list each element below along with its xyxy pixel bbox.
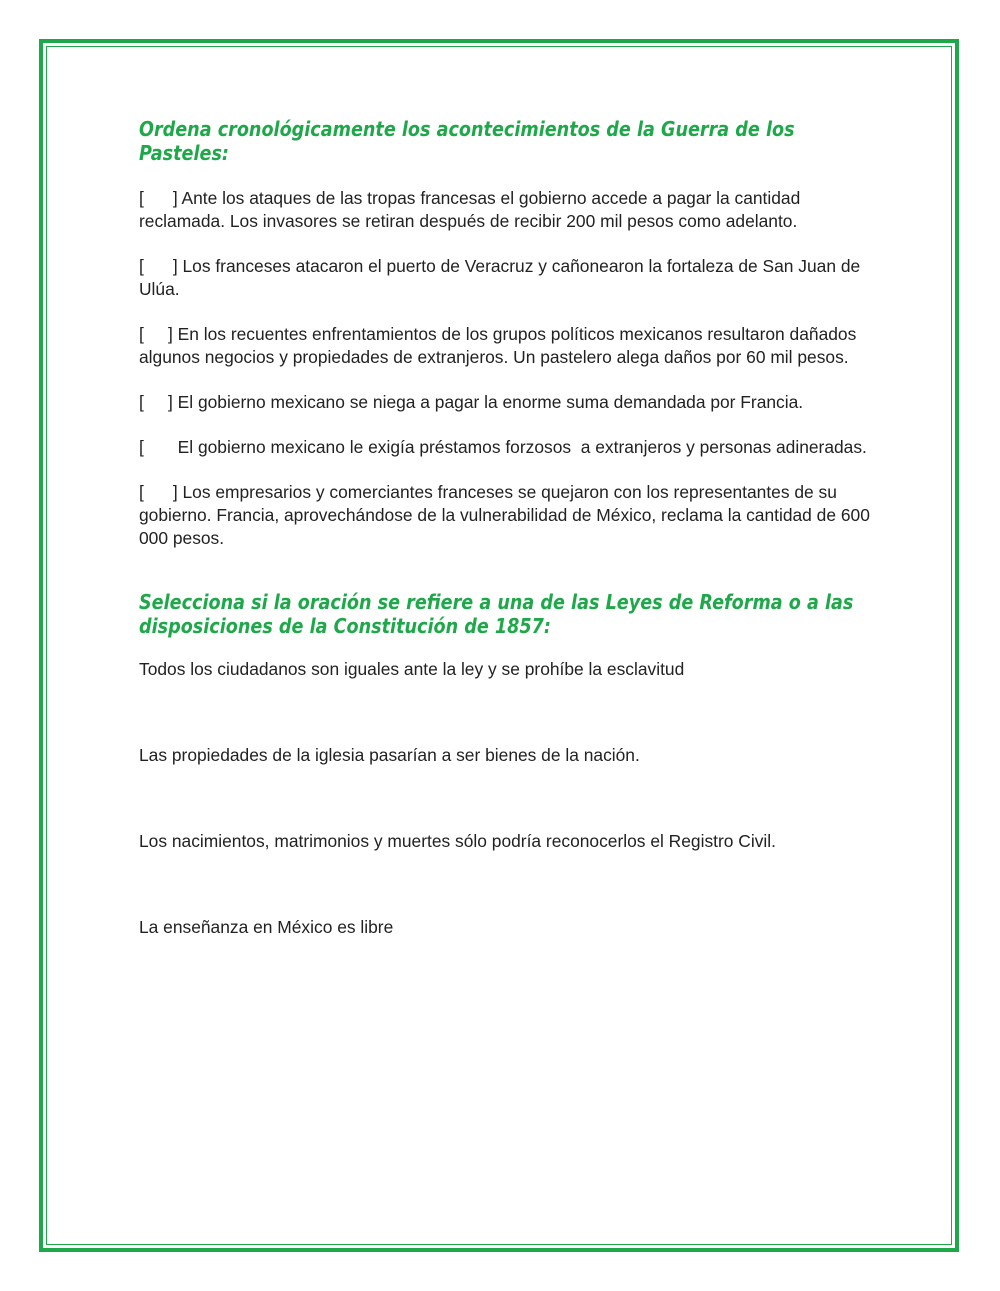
classification-statement[interactable]: La enseñanza en México es libre — [139, 917, 394, 937]
chronology-item[interactable]: [ ] Ante los ataques de las tropas francesas el gobierno accede a pagar la cantidad reclamada. Los invasores se retiran después de recibir 200 mil pesos como adelanto. — [139, 188, 806, 231]
chronology-item[interactable]: [ El gobierno mexicano le exigía préstamos forzosos a extranjeros y personas adineradas. — [139, 437, 867, 457]
chronology-item[interactable]: [ ] El gobierno mexicano se niega a pagar la enorme suma demandada por Francia. — [139, 392, 804, 412]
section-title-chronology: Ordena cronológicamente los acontecimientos de la Guerra de los Pasteles: — [139, 117, 795, 165]
classification-statement[interactable]: Las propiedades de la iglesia pasarían a ser bienes de la nación. — [139, 745, 640, 765]
section-title-reform-laws: Selecciona si la oración se refiere a una de las Leyes de Reforma o a las disposiciones de la Constitución de 1857: — [139, 590, 854, 638]
classification-statement[interactable]: Los nacimientos, matrimonios y muertes sólo podría reconocerlos el Registro Civil. — [139, 831, 776, 851]
classification-statement[interactable]: Todos los ciudadanos son iguales ante la ley y se prohíbe la esclavitud — [139, 659, 685, 679]
worksheet-content — [139, 112, 874, 939]
chronology-item[interactable]: [ ] Los empresarios y comerciantes franceses se quejaron con los representantes de su gobierno. Francia, aprovechándose de la vulnerabilidad de México, reclama la cantidad de 600 000 pesos. — [139, 482, 875, 548]
chronology-item[interactable]: [ ] En los recuentes enfrentamientos de los grupos políticos mexicanos resultaron dañados algunos negocios y propiedades de extranjeros. Un pastelero alega daños por 60 mil pesos. — [139, 324, 862, 367]
chronology-item[interactable]: [ ] Los franceses atacaron el puerto de Veracruz y cañonearon la fortaleza de San Juan de Ulúa. — [139, 256, 866, 299]
